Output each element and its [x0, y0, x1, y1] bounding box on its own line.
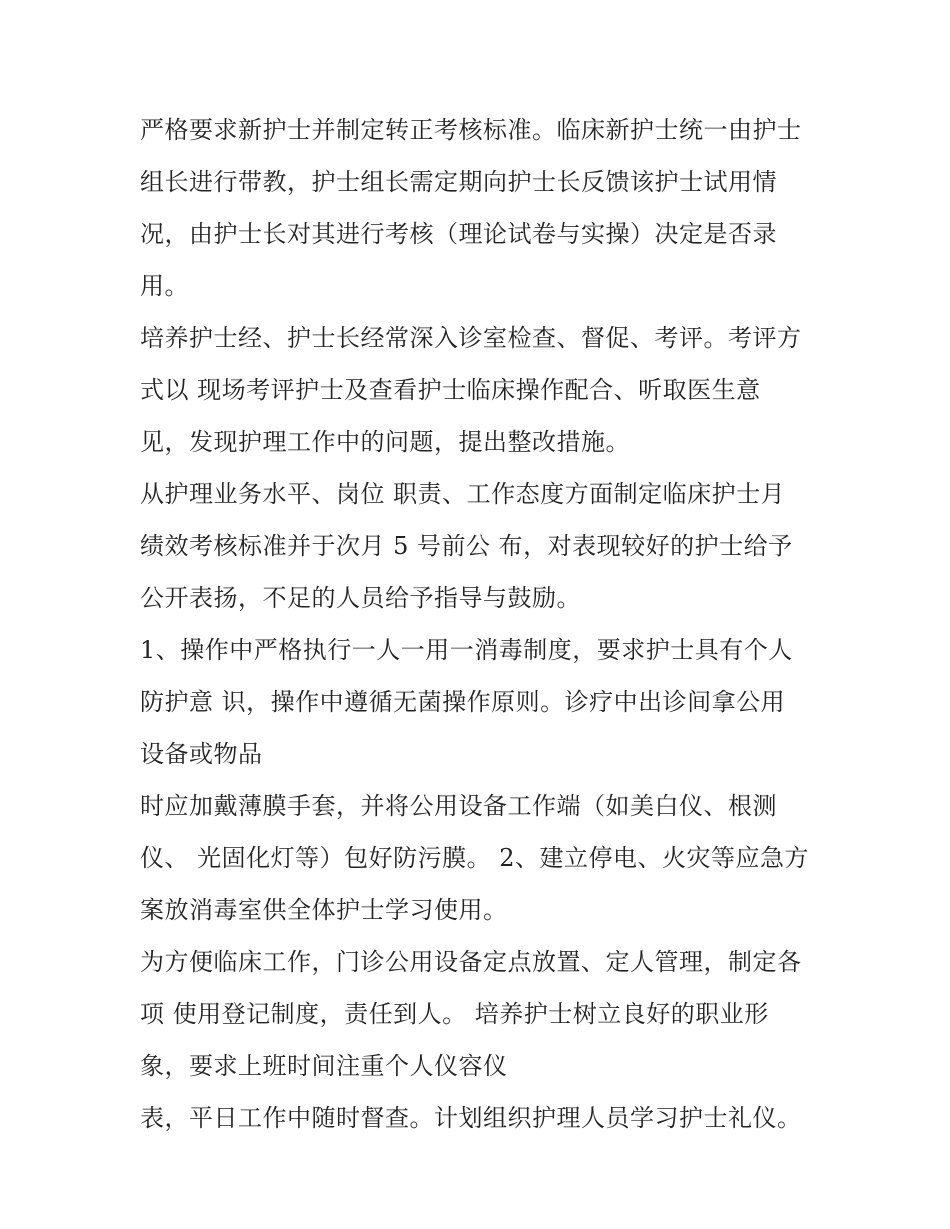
text-line: 仪、 光固化灯等）包好防污膜。 2、建立停电、火灾等应急方	[140, 844, 810, 872]
text-line: 培养护士经、护士长经常深入诊室检查、督促、考评。考评方	[140, 324, 802, 352]
text-line: 绩效考核标准并于次月 5 号前公 布，对表现较好的护士给予	[140, 532, 793, 560]
text-line: 用。	[140, 272, 189, 300]
text-line: 象，要求上班时间注重个人仪容仪	[140, 1052, 508, 1080]
text-line: 时应加戴薄膜手套，并将公用设备工作端（如美白仪、根测	[140, 792, 777, 820]
text-line: 从护理业务水平、岗位 职责、工作态度方面制定临床护士月	[140, 480, 786, 508]
text-line: 况，由护士长对其进行考核（理论试卷与实操）决定是否录	[140, 220, 777, 248]
text-line: 案放消毒室供全体护士学习使用。	[140, 896, 508, 924]
text-line: 1、操作中严格执行一人一用一消毒制度，要求护士具有个人	[140, 636, 793, 664]
text-line: 设备或物品	[140, 740, 263, 768]
text-line: 严格要求新护士并制定转正考核标准。临床新护士统一由护士	[140, 116, 802, 144]
text-line: 见，发现护理工作中的问题，提出整改措施。	[140, 428, 630, 456]
text-line: 项 使用登记制度，责任到人。 培养护士树立良好的职业形	[140, 1000, 769, 1028]
text-line: 式以 现场考评护士及查看护士临床操作配合、听取医生意	[140, 376, 761, 404]
text-line: 公开表扬，不足的人员给予指导与鼓励。	[140, 584, 581, 612]
text-line: 表，平日工作中随时督查。计划组织护理人员学习护士礼仪。	[140, 1104, 802, 1132]
body-text	[140, 104, 830, 1144]
text-line: 组长进行带教，护士组长需定期向护士长反馈该护士试用情	[140, 168, 777, 196]
text-line: 为方便临床工作，门诊公用设备定点放置、定人管理，制定各	[140, 948, 802, 976]
text-line: 防护意 识，操作中遵循无菌操作原则。诊疗中出诊间拿公用	[140, 688, 786, 716]
